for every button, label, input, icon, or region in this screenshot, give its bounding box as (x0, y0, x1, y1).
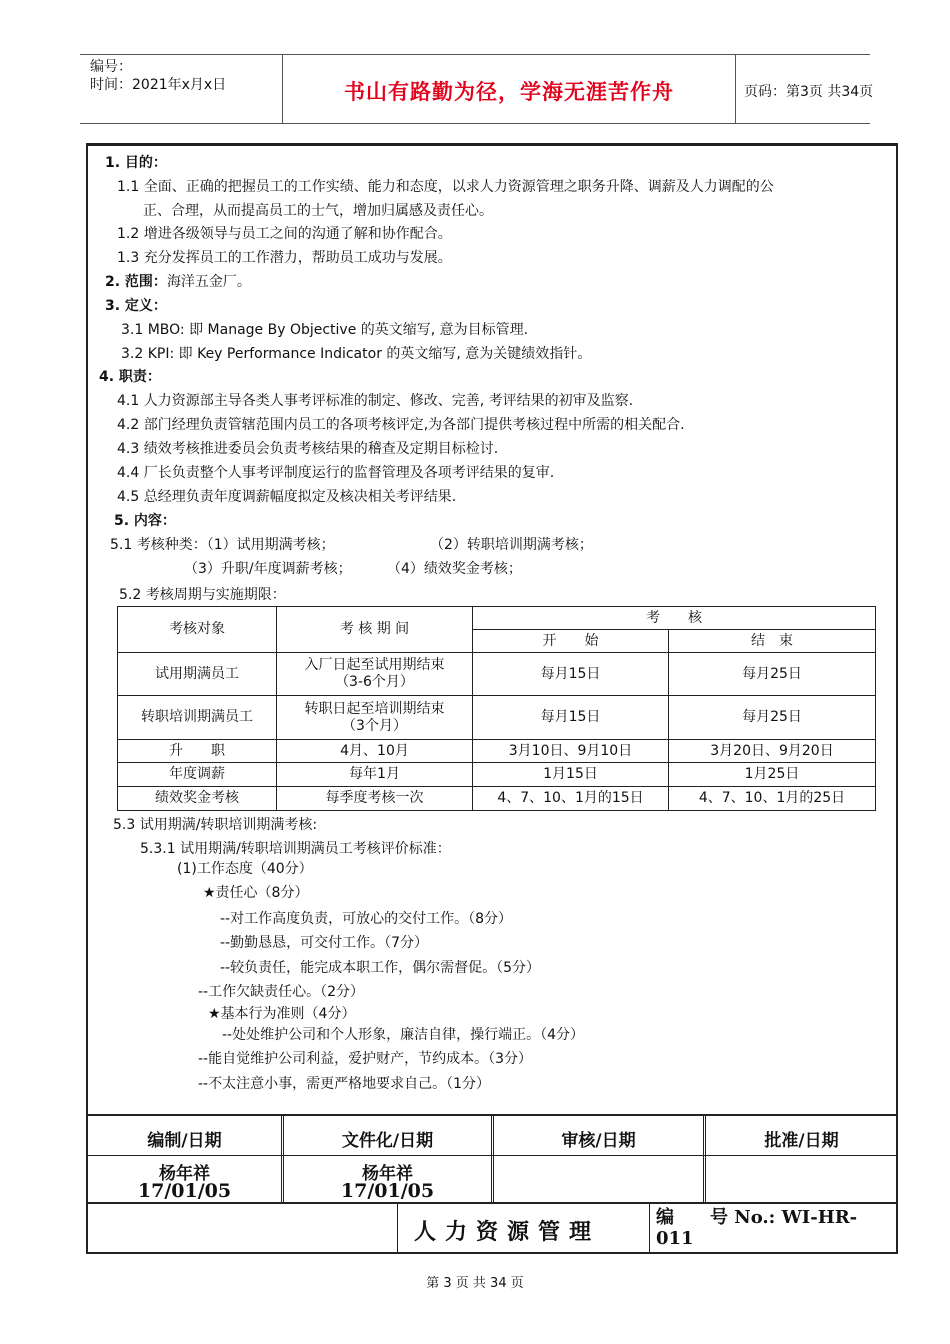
signoff-compile (88, 1116, 282, 1204)
behavior-item: --处处维护公司和个人形象，廉洁自律，操行端正。（4分） (222, 1027, 585, 1043)
cell-object: 转职培训期满员工 (118, 696, 277, 740)
cell-period-line1: 入厂日起至试用期结束 (304, 657, 445, 673)
table-row (118, 787, 876, 811)
section-4-3: 4.3 绩效考核推进委员会负责考核结果的稽查及定期目标检讨. (117, 441, 499, 457)
cell-start: 3月10日、9月10日 (473, 740, 669, 763)
signoff-table (88, 1114, 896, 1204)
cell-start: 每月15日 (473, 696, 669, 740)
signoff-doc-date: 17/01/05 (340, 1180, 435, 1202)
document-number: 编 号 No.: WI-HR-011 (656, 1207, 858, 1249)
responsibility-item: --工作欠缺责任心。（2分） (198, 984, 365, 1000)
responsibility-title: ★责任心（8分） (203, 885, 309, 901)
table-row (118, 653, 876, 696)
document-id-row (88, 1202, 896, 1252)
cell-object: 试用期满员工 (118, 653, 277, 696)
cell-end: 每月25日 (669, 696, 876, 740)
cell-period-line2: （3-6个月） (335, 674, 414, 690)
section-5-3: 5.3 试用期满/转职培训期满考核: (113, 817, 318, 833)
section-1-title: 1. 目的： (105, 155, 167, 171)
cell-end: 4、7、10、1月的25日 (669, 787, 876, 811)
table-header-row (118, 607, 876, 630)
table-row (118, 763, 876, 787)
header-meta (80, 55, 282, 123)
signoff-compile-date: 17/01/05 (137, 1180, 232, 1202)
header-page-label: 页码：第3页 共34页 (744, 84, 874, 100)
table-row (118, 696, 876, 740)
signoff-doc-name: 杨年祥 (362, 1164, 413, 1184)
cell-end: 每月25日 (669, 653, 876, 696)
cell-period: 每季度考核一次 (277, 787, 473, 811)
signoff-compile-label: 编制/日期 (147, 1131, 222, 1151)
col-header-start: 开 始 (473, 630, 669, 653)
section-3-2: 3.2 KPI: 即 Key Performance Indicator 的英文缩写, 意为关键绩效指针。 (121, 346, 592, 362)
behavior-item: --不太注意小事，需更严格地要求自己。（1分） (198, 1076, 491, 1092)
section-1-1-line2: 正、合理，从而提高员工的士气，增加归属感及责任心。 (143, 203, 493, 219)
document-body (86, 143, 898, 1254)
header-page-cell (734, 55, 874, 123)
col-header-assess: 考 核 (473, 607, 876, 630)
behavior-title: ★基本行为准则（4分） (208, 1006, 356, 1022)
col-header-end: 结 束 (669, 630, 876, 653)
section-1-1-line1: 1.1 全面、正确的把握员工的工作实绩、能力和态度，以求人力资源管理之职务升降、调薪及人力调配的公 (117, 179, 774, 195)
section-1-3: 1.3 充分发挥员工的工作潜力，帮助员工成功与发展。 (117, 250, 452, 266)
section-5-1-type1: 5.1 考核种类：（1）试用期满考核； (110, 537, 335, 553)
department-title: 人力资源管理 (414, 1219, 601, 1245)
section-2-text: 海洋五金厂。 (166, 274, 251, 290)
divider (649, 1204, 650, 1252)
cell-end: 1月25日 (669, 763, 876, 787)
cell-object: 绩效奖金考核 (118, 787, 277, 811)
behavior-item: --能自觉维护公司利益，爱护财产，节约成本。（3分） (198, 1051, 533, 1067)
cell-period: 4月、10月 (277, 740, 473, 763)
section-1-2: 1.2 增进各级领导与员工之间的沟通了解和协作配合。 (117, 226, 452, 242)
cell-object: 升 职 (118, 740, 277, 763)
cell-object: 年度调薪 (118, 763, 277, 787)
responsibility-item: --较负责任，能完成本职工作，偶尔需督促。（5分） (220, 960, 541, 976)
cell-start: 1月15日 (473, 763, 669, 787)
cell-period: 每年1月 (277, 763, 473, 787)
section-4-4: 4.4 厂长负责整个人事考评制度运行的监督管理及各项考评结果的复审. (117, 465, 555, 481)
section-3-title: 3. 定义： (105, 298, 167, 314)
signoff-doc (283, 1116, 492, 1204)
cell-period-line2: （3个月） (342, 717, 407, 734)
section-5-1-type4: （4）绩效奖金考核； (387, 561, 522, 577)
col-header-period: 考 核 期 间 (277, 607, 473, 653)
schedule-table (117, 606, 876, 811)
section-4-1: 4.1 人力资源部主导各类人事考评标准的制定、修改、完善, 考评结果的初审及监察. (117, 393, 634, 409)
col-header-object: 考核对象 (118, 607, 277, 653)
header-slogan: 书山有路勤为径，学海无涯苦作舟 (344, 80, 674, 104)
signoff-review (493, 1116, 704, 1204)
section-5-3-1: 5.3.1 试用期满/转职培训期满员工考核评价标准： (140, 841, 451, 857)
signoff-approve-label: 批准/日期 (764, 1131, 839, 1151)
section-5-1-type2: （2）转职培训期满考核； (430, 537, 593, 553)
page-header (80, 54, 874, 124)
header-number-label: 编号： (90, 59, 132, 75)
cell-end: 3月20日、9月20日 (669, 740, 876, 763)
page-footer: 第 3 页 共 34 页 (426, 1276, 524, 1291)
cell-period-line1: 转职日起至培训期结束 (304, 700, 445, 717)
signoff-compile-name: 杨年祥 (159, 1164, 210, 1184)
section-5-2: 5.2 考核周期与实施期限： (119, 587, 286, 603)
cell-start: 4、7、10、1月的15日 (473, 787, 669, 811)
signoff-approve (705, 1116, 897, 1204)
attitude-title: (1)工作态度（40分） (177, 861, 313, 877)
section-2-title: 2. 范围： (105, 274, 167, 290)
section-4-title: 4. 职责： (99, 369, 161, 385)
section-4-5: 4.5 总经理负责年度调薪幅度拟定及核决相关考评结果. (117, 489, 457, 505)
table-row (118, 740, 876, 763)
signoff-review-label: 审核/日期 (561, 1131, 636, 1151)
divider (397, 1204, 398, 1252)
header-time-label: 时间：2021年x月x日 (90, 77, 227, 93)
responsibility-item: --勤勤恳恳，可交付工作。（7分） (220, 935, 429, 951)
cell-period (277, 653, 473, 696)
cell-start: 每月15日 (473, 653, 669, 696)
section-5-title: 5. 内容： (114, 513, 176, 529)
responsibility-item: --对工作高度负责，可放心的交付工作。（8分） (220, 911, 513, 927)
section-5-1-type3: （3）升职/年度调薪考核； (184, 561, 352, 577)
signoff-doc-label: 文件化/日期 (341, 1131, 434, 1151)
section-4-2: 4.2 部门经理负责管辖范围内员工的各项考核评定,为各部门提供考核过程中所需的相关配合. (117, 417, 685, 433)
section-2 (105, 273, 251, 291)
cell-period (277, 696, 473, 740)
header-slogan-cell (282, 55, 736, 123)
section-3-1: 3.1 MBO: 即 Manage By Objective 的英文缩写, 意为目标管理. (121, 322, 529, 338)
